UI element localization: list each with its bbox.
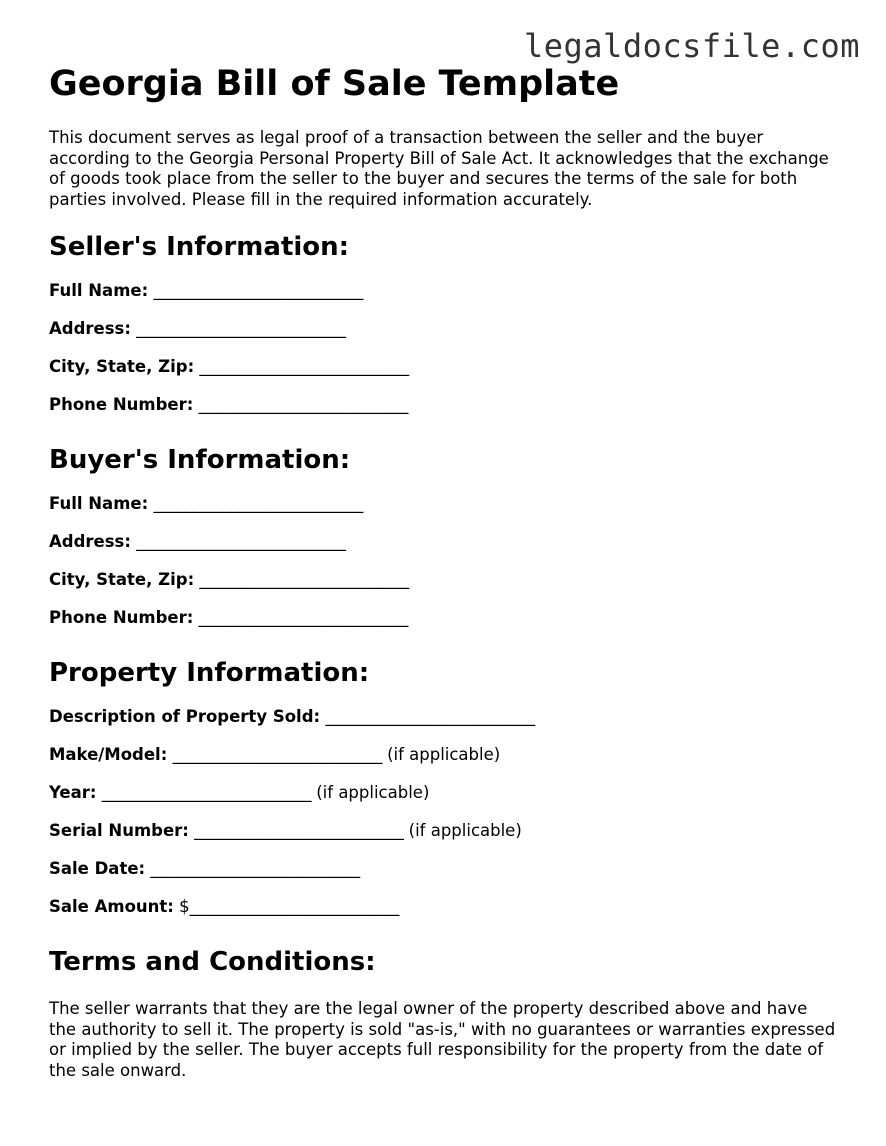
property-description-label: Description of Property Sold: <box>49 707 321 726</box>
document-page <box>49 62 839 1081</box>
year-note: (if applicable) <box>316 783 430 802</box>
seller-address-blank[interactable]: ___________________________ <box>136 319 346 338</box>
seller-city-state-zip-blank[interactable]: ___________________________ <box>199 357 409 376</box>
buyer-address-blank[interactable]: ___________________________ <box>136 532 346 551</box>
buyer-full-name-label: Full Name: <box>49 494 149 513</box>
buyer-phone-label: Phone Number: <box>49 608 194 627</box>
property-description-blank[interactable]: ___________________________ <box>325 707 535 726</box>
make-model-field[interactable] <box>49 736 839 774</box>
buyer-fields <box>49 485 839 637</box>
page-title: Georgia Bill of Sale Template <box>49 64 620 104</box>
sale-amount-field[interactable] <box>49 888 839 926</box>
seller-address-label: Address: <box>49 319 131 338</box>
seller-city-state-zip-field[interactable] <box>49 348 839 386</box>
serial-number-label: Serial Number: <box>49 821 189 840</box>
seller-address-field[interactable] <box>49 310 839 348</box>
sale-date-label: Sale Date: <box>49 859 146 878</box>
seller-full-name-field[interactable] <box>49 272 839 310</box>
sale-date-field[interactable] <box>49 850 839 888</box>
buyer-full-name-blank[interactable]: ___________________________ <box>153 494 363 513</box>
watermark: legaldocsfile.com <box>523 27 860 65</box>
seller-phone-label: Phone Number: <box>49 395 194 414</box>
property-heading: Property Information: <box>49 658 370 688</box>
buyer-phone-field[interactable] <box>49 599 839 637</box>
seller-heading: Seller's Information: <box>49 232 350 262</box>
buyer-address-label: Address: <box>49 532 131 551</box>
make-model-note: (if applicable) <box>387 745 501 764</box>
year-label: Year: <box>49 783 97 802</box>
sale-amount-blank[interactable]: ___________________________ <box>189 897 399 916</box>
sale-amount-label: Sale Amount: <box>49 897 174 916</box>
year-field[interactable] <box>49 774 839 812</box>
buyer-heading: Buyer's Information: <box>49 445 351 475</box>
seller-phone-blank[interactable]: ___________________________ <box>198 395 408 414</box>
serial-number-note: (if applicable) <box>408 821 522 840</box>
sale-date-blank[interactable]: ___________________________ <box>150 859 360 878</box>
make-model-label: Make/Model: <box>49 745 168 764</box>
serial-number-blank[interactable]: ___________________________ <box>194 821 404 840</box>
intro-paragraph: This document serves as legal proof of a transaction between the seller and the buyer according to the Georgia Personal Property Bill of Sale Act. It acknowledges that the exchange of goods took place from the seller to the buyer and secures the terms of the sale for both parties involved. Please fill in the required information accurately. <box>49 128 829 209</box>
buyer-address-field[interactable] <box>49 523 839 561</box>
buyer-phone-blank[interactable]: ___________________________ <box>198 608 408 627</box>
seller-phone-field[interactable] <box>49 386 839 424</box>
property-description-field[interactable] <box>49 698 839 736</box>
buyer-city-state-zip-blank[interactable]: ___________________________ <box>199 570 409 589</box>
serial-number-field[interactable] <box>49 812 839 850</box>
seller-full-name-blank[interactable]: ___________________________ <box>153 281 363 300</box>
seller-city-state-zip-label: City, State, Zip: <box>49 357 195 376</box>
buyer-full-name-field[interactable] <box>49 485 839 523</box>
buyer-city-state-zip-label: City, State, Zip: <box>49 570 195 589</box>
seller-fields <box>49 272 839 424</box>
terms-heading: Terms and Conditions: <box>49 947 376 977</box>
dollar-sign: $ <box>179 897 190 916</box>
property-fields <box>49 698 839 926</box>
make-model-blank[interactable]: ___________________________ <box>172 745 382 764</box>
year-blank[interactable]: ___________________________ <box>101 783 311 802</box>
terms-paragraph: The seller warrants that they are the legal owner of the property described above and have the authority to sell it. The property is sold "as-is," with no guarantees or warranties expressed or implied by the seller. The buyer accepts full responsibility for the property from the date of the sale onward. <box>49 999 836 1080</box>
seller-full-name-label: Full Name: <box>49 281 149 300</box>
buyer-city-state-zip-field[interactable] <box>49 561 839 599</box>
